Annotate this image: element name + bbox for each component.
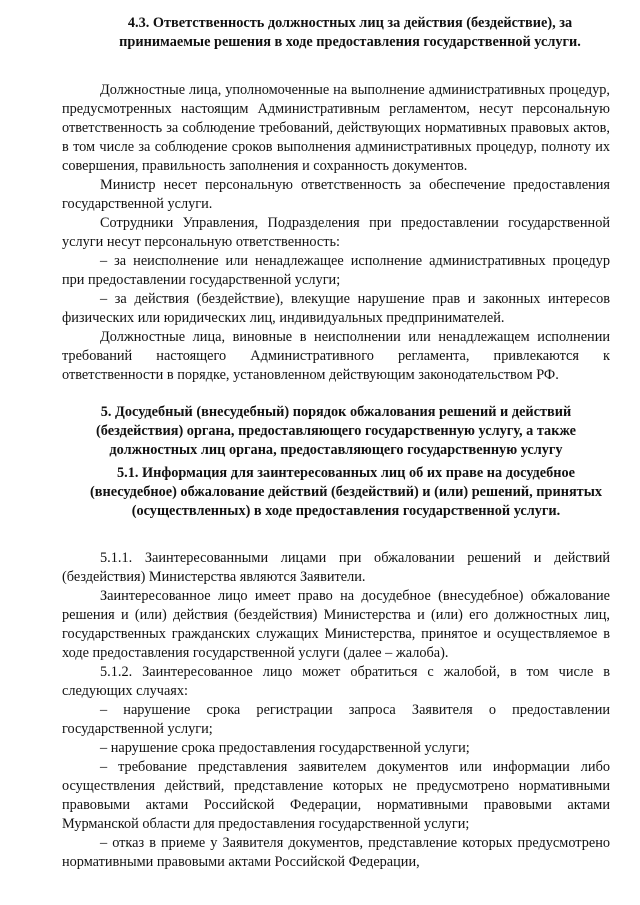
paragraph: 5.1.2. Заинтересованное лицо может обратиться с жалобой, в том числе в следующих случаях: [62, 664, 610, 699]
list-item: – за неисполнение или ненадлежащее исполнение административных процедур при предоставлении государственной услуги; [62, 253, 610, 288]
list-item: – нарушение срока регистрации запроса Заявителя о предоставлении государственной услуги; [62, 702, 610, 737]
list-item: – отказ в приеме у Заявителя документов, представление которых предусмотрено нормативными правовыми актами Российской Федерации, [62, 835, 610, 870]
list-item: – нарушение срока предоставления государственной услуги; [100, 740, 470, 756]
paragraph: 5.1.1. Заинтересованными лицами при обжаловании решений и действий (бездействия) Министерства являются Заявители. [62, 550, 610, 585]
section-4-3-heading: 4.3. Ответственность должностных лиц за действия (бездействие), за принимаемые решения в ходе предоставления государственной услуги. [119, 15, 581, 50]
paragraph: Министр несет персональную ответственность за обеспечение предоставления государственной услуги. [62, 177, 610, 212]
section-5-heading: 5. Досудебный (внесудебный) порядок обжалования решений и действий (бездействия) органа, предоставляющего государственную услугу, а также должностных лиц органа, предоставляющего государственную услугу [96, 404, 576, 458]
paragraph: Заинтересованное лицо имеет право на досудебное (внесудебное) обжалование решения и (или) действия (бездействия) Министерства и (или) его должностных лиц, государственных гражданских служащих Министерства, принятое и осуществляемое в ходе предоставления государственной услуги (далее – жалоба). [62, 588, 610, 661]
paragraph: Должностные лица, уполномоченные на выполнение административных процедур, предусмотренных настоящим Административным регламентом, несут персональную ответственность за соблюдение требований, действующих нормативных правовых актов, в том числе за соблюдение сроков выполнения административных процедур, полноту их совершения, правильность заполнения и сохранность документов. [62, 82, 610, 174]
section-5-1-heading: 5.1. Информация для заинтересованных лиц об их праве на досудебное (внесудебное) обжалование действий (бездействий) и (или) решений, принятых (осуществленных) в ходе предоставления государственной услуги. [89, 465, 603, 519]
paragraph: Должностные лица, виновные в неисполнении или ненадлежащем исполнении требований настоящего Административного регламента, привлекаются к ответственности в порядке, установленном действующим законодательством РФ. [62, 329, 610, 383]
list-item: – за действия (бездействие), влекущие нарушение прав и законных интересов физических или юридических лиц, индивидуальных предпринимателей. [62, 291, 610, 326]
list-item: – требование представления заявителем документов или информации либо осуществления действий, представление которых не предусмотрено нормативными правовыми актами Российской Федерации, нормативными правовыми актами Мурманской области для предоставления государственной услуги; [62, 759, 610, 832]
paragraph: Сотрудники Управления, Подразделения при предоставлении государственной услуги несут персональную ответственность: [62, 215, 610, 250]
